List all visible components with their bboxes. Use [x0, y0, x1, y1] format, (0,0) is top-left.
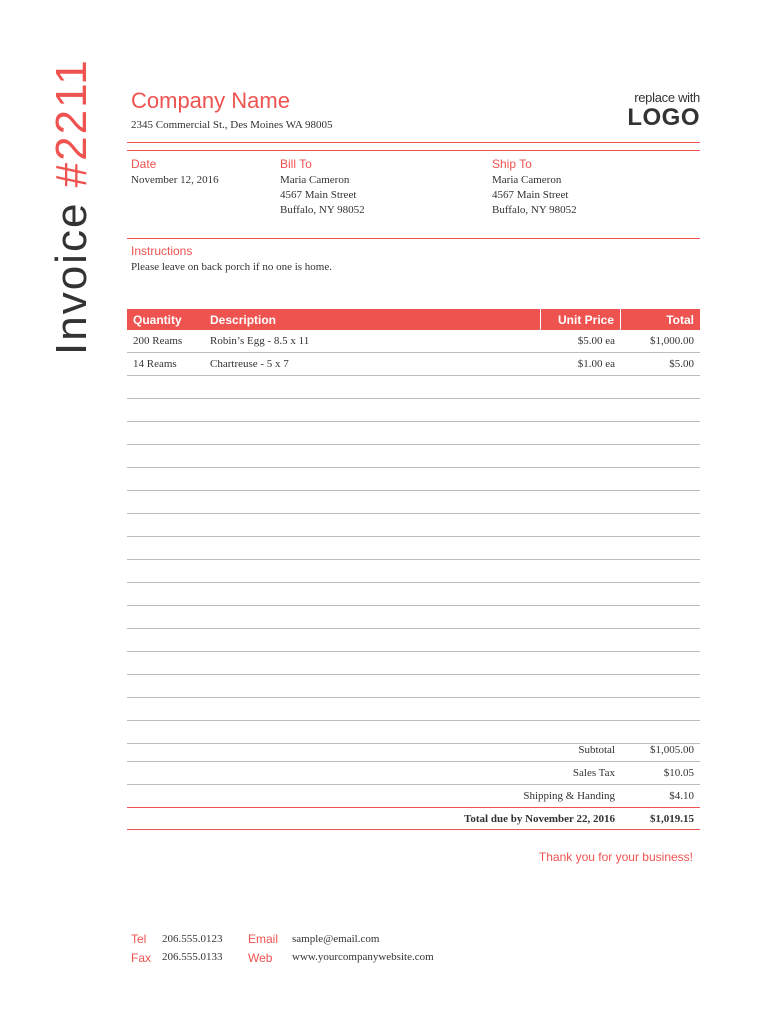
total-due-row	[127, 807, 700, 830]
line-items-table	[127, 309, 700, 744]
header-total: Total	[666, 313, 694, 327]
cell-quantity: 14 Reams	[133, 358, 177, 370]
cell-description: Chartreuse - 5 x 7	[210, 358, 289, 370]
header-divider-bottom	[127, 150, 700, 151]
header-separator	[540, 309, 541, 330]
empty-table-row	[127, 422, 700, 445]
company-name: Company Name	[131, 88, 290, 113]
bill-to-label: Bill To	[280, 157, 312, 171]
table-header	[127, 309, 700, 330]
ship-to-address	[492, 173, 577, 218]
header-description: Description	[210, 313, 277, 327]
bill-to-line: Buffalo, NY 98052	[280, 204, 365, 216]
table-row	[127, 330, 700, 353]
empty-table-row	[127, 698, 700, 721]
cell-total: $1,000.00	[650, 335, 694, 347]
empty-table-row	[127, 675, 700, 698]
empty-table-row	[127, 652, 700, 675]
shipping-label: Shipping & Handing	[523, 790, 615, 802]
shipping-row	[127, 785, 700, 807]
bill-to-line: 4567 Main Street	[280, 189, 357, 201]
logo-placeholder	[627, 91, 700, 130]
header-divider-top	[127, 142, 700, 143]
subtotal-value: $1,005.00	[650, 744, 694, 756]
ship-to-label: Ship To	[492, 157, 532, 171]
fax-value: 206.555.0133	[162, 951, 223, 963]
table-row	[127, 353, 700, 376]
header-quantity: Quantity	[133, 313, 182, 327]
empty-table-row	[127, 560, 700, 583]
cell-quantity: 200 Reams	[133, 335, 183, 347]
empty-table-row	[127, 491, 700, 514]
invoice-title	[47, 58, 96, 355]
subtotal-row	[127, 739, 700, 762]
empty-table-row	[127, 445, 700, 468]
sales-tax-value: $10.05	[663, 767, 694, 779]
thank-you-message: Thank you for your business!	[538, 850, 693, 864]
ship-to-line: 4567 Main Street	[492, 189, 569, 201]
email-label: Email	[248, 932, 279, 946]
empty-table-row	[127, 376, 700, 399]
web-label: Web	[248, 951, 273, 965]
invoice-number: #2211	[47, 58, 96, 188]
instructions-text: Please leave on back porch if no one is home.	[131, 261, 332, 273]
empty-table-row	[127, 537, 700, 560]
sales-tax-label: Sales Tax	[572, 767, 615, 779]
ship-to-line: Buffalo, NY 98052	[492, 204, 577, 216]
empty-table-row	[127, 468, 700, 491]
fax-label: Fax	[131, 951, 152, 965]
cell-total: $5.00	[669, 358, 694, 370]
invoice-word: Invoice	[47, 201, 96, 355]
logo-line2: LOGO	[627, 104, 700, 131]
tel-label: Tel	[131, 932, 147, 946]
company-address: 2345 Commercial St., Des Moines WA 98005	[131, 119, 333, 131]
date-value: November 12, 2016	[131, 174, 219, 186]
sales-tax-row	[127, 762, 700, 785]
email-link[interactable]: sample@email.com	[292, 933, 380, 945]
empty-table-row	[127, 629, 700, 652]
header-separator	[620, 309, 621, 330]
empty-table-row	[127, 606, 700, 629]
ship-to-line: Maria Cameron	[492, 174, 562, 186]
bill-to-line: Maria Cameron	[280, 174, 350, 186]
empty-table-row	[127, 399, 700, 422]
total-due-value: $1,019.15	[650, 813, 694, 825]
shipping-value: $4.10	[669, 790, 694, 802]
table-body	[127, 330, 700, 744]
total-due-label: Total due by November 22, 2016	[464, 813, 615, 825]
instructions-label: Instructions	[131, 244, 193, 258]
cell-unit-price: $1.00 ea	[577, 358, 615, 370]
website-link[interactable]: www.yourcompanywebsite.com	[292, 951, 434, 963]
subtotal-label: Subtotal	[578, 744, 615, 756]
date-label: Date	[131, 157, 157, 171]
header-unit-price: Unit Price	[558, 313, 615, 327]
bill-to-address	[280, 173, 365, 218]
empty-table-row	[127, 583, 700, 606]
cell-unit-price: $5.00 ea	[577, 335, 615, 347]
totals-section	[127, 739, 700, 830]
empty-table-row	[127, 514, 700, 537]
tel-value: 206.555.0123	[162, 933, 223, 945]
logo-line1: replace with	[634, 90, 700, 105]
cell-description: Robin’s Egg - 8.5 x 11	[210, 335, 310, 347]
address-divider	[127, 238, 700, 239]
